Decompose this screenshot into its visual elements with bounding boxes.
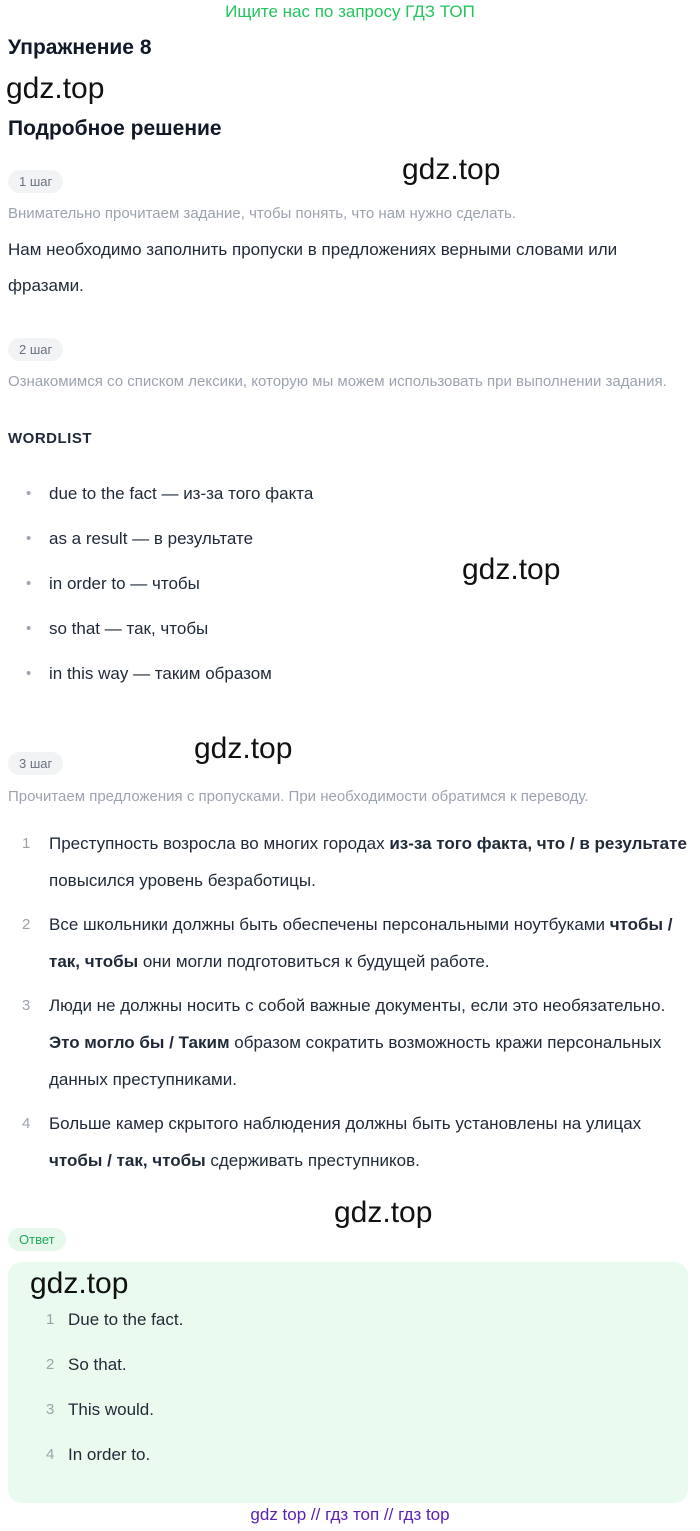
step-chip-label: 1 шаг	[8, 170, 63, 193]
watermark: gdz.top	[194, 732, 293, 765]
watermark: gdz.top	[30, 1267, 129, 1300]
step-2-hint: Ознакомимся со списком лексики, которую мы можем использовать при выполнении задания.	[8, 373, 667, 390]
answer-item	[46, 1304, 183, 1349]
exercise-title: Упражнение 8	[8, 36, 152, 59]
sentence-item	[22, 1105, 692, 1179]
wordlist-title: WORDLIST	[8, 430, 92, 447]
answer-text: In order to.	[68, 1445, 151, 1464]
top-search-banner[interactable]: Ищите нас по запросу ГДЗ ТОП	[225, 2, 475, 21]
answer-text: This would.	[68, 1400, 154, 1419]
watermark: gdz.top	[402, 153, 501, 186]
step-2-chip	[8, 338, 63, 361]
sentence-text: Все школьники должны быть обеспечены персональными ноутбуками	[49, 915, 610, 934]
wordlist-item: • due to the fact — из-за того факта	[26, 478, 313, 523]
answer-text: Due to the fact.	[68, 1310, 184, 1329]
step-3-hint: Прочитаем предложения с пропусками. При необходимости обратимся к переводу.	[8, 788, 589, 805]
solution-title: Подробное решение	[8, 117, 222, 140]
wordlist-item: • in order to — чтобы	[26, 568, 313, 613]
wordlist	[26, 478, 313, 703]
sentence-answer: Это могло бы / Таким	[49, 1033, 230, 1052]
sentence-number: 1	[22, 835, 31, 852]
answer-item	[46, 1439, 183, 1484]
sentence-answer: чтобы / так, чтобы	[49, 1151, 206, 1170]
step-1-text: Нам необходимо заполнить пропуски в предложениях верными словами или фразами.	[8, 240, 618, 295]
sentence-text: Люди не должны носить с собой важные документы, если это необязательно.	[49, 996, 666, 1015]
answer-item	[46, 1349, 183, 1394]
watermark: gdz.top	[6, 72, 105, 105]
sentence-text: сдерживать преступников.	[205, 1151, 420, 1170]
answer-number: 1	[46, 1311, 55, 1328]
sentence-text: повысился уровень безработицы.	[49, 871, 316, 890]
answer-number: 3	[46, 1401, 55, 1418]
step-chip-label: 3 шаг	[8, 752, 63, 775]
answer-text: So that.	[68, 1355, 127, 1374]
step-3-chip	[8, 752, 63, 775]
sentence-list	[22, 825, 692, 1186]
answer-list	[46, 1304, 183, 1484]
sentence-item	[22, 906, 692, 980]
step-1-hint: Внимательно прочитаем задание, чтобы понять, что нам нужно сделать.	[8, 205, 517, 222]
sentence-item	[22, 987, 692, 1098]
sentence-number: 3	[22, 997, 31, 1014]
answer-item	[46, 1394, 183, 1439]
answer-number: 2	[46, 1356, 55, 1373]
sentence-text: Преступность возросла во многих городах	[49, 834, 390, 853]
answer-number: 4	[46, 1446, 55, 1463]
step-chip-label: 2 шаг	[8, 338, 63, 361]
wordlist-item: • so that — так, чтобы	[26, 613, 313, 658]
footer-links[interactable]: gdz top // гдз топ // гдз top	[250, 1505, 450, 1524]
sentence-number: 4	[22, 1115, 31, 1132]
sentence-text: они могли подготовиться к будущей работе.	[138, 952, 490, 971]
sentence-number: 2	[22, 916, 31, 933]
watermark: gdz.top	[462, 553, 561, 586]
sentence-answer: чтобы / так, чтобы	[49, 915, 673, 971]
watermark: gdz.top	[334, 1196, 433, 1229]
answer-chip	[8, 1228, 66, 1251]
step-1-chip	[8, 170, 63, 193]
sentence-item	[22, 825, 692, 899]
sentence-text: образом сократить возможность кражи персональных данных преступниками.	[49, 1033, 662, 1089]
sentence-text: Больше камер скрытого наблюдения должны быть установлены на улицах	[49, 1114, 642, 1133]
wordlist-item: • in this way — таким образом	[26, 658, 313, 703]
wordlist-item: • as a result — в результате	[26, 523, 313, 568]
sentence-answer: из-за того факта, что / в результате	[389, 834, 687, 853]
answer-chip-label: Ответ	[8, 1228, 66, 1251]
